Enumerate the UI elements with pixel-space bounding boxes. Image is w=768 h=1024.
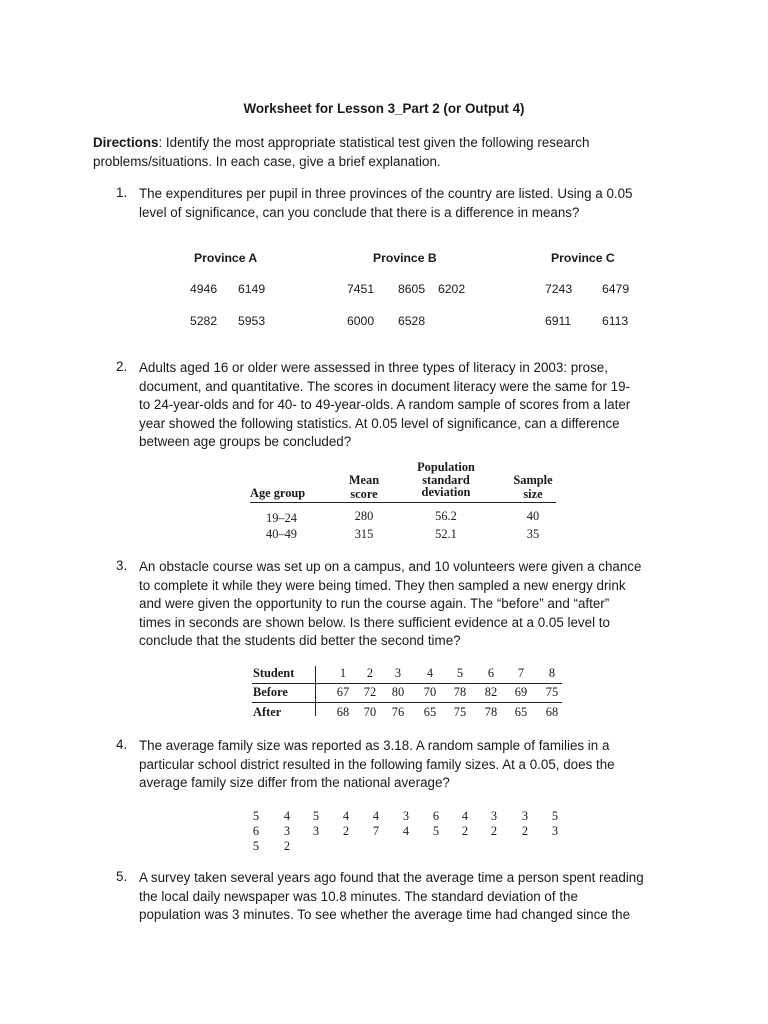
grid-cell: 3 (283, 824, 291, 838)
population-sd-header (406, 461, 486, 499)
table-cell: 7243 (545, 282, 573, 296)
grid-cell: 4 (372, 809, 380, 823)
table-cell: 70 (423, 685, 437, 699)
after-row-label: After (253, 705, 282, 719)
table-cell: 5953 (238, 314, 266, 328)
directions-text: : Identify the most appropriate statistical test given the following research problems/situations. In each case, give a brief explanation. (93, 135, 590, 169)
province-a-header: Province A (194, 251, 258, 265)
table-cell: 65 (423, 705, 437, 719)
question-1-text (139, 185, 679, 222)
grid-cell: 5 (252, 839, 260, 853)
question-2-text (139, 359, 679, 452)
table-divider (315, 666, 316, 716)
age-group-header: Age group (250, 486, 306, 500)
question-2-line: to 24-year-olds and for 40- to 49-year-olds. A random sample of scores from a later (139, 397, 631, 412)
page-title: Worksheet for Lesson 3_Part 2 (or Output 4) (243, 101, 525, 116)
directions (93, 134, 693, 171)
question-4-number: 4. (116, 737, 128, 752)
question-3-text (139, 558, 679, 651)
table-cell: 1 (339, 666, 347, 680)
table-cell: 69 (514, 685, 528, 699)
table-cell: 5 (456, 666, 464, 680)
table-cell: 40–49 (266, 527, 297, 541)
grid-cell: 5 (252, 809, 260, 823)
header-line: deviation (421, 485, 471, 499)
province-c-header: Province C (551, 251, 615, 265)
question-3-line: to complete it while they were being timed. They then sampled a new energy drink (139, 577, 626, 593)
table-cell: 6528 (398, 314, 426, 328)
table-rule (252, 702, 562, 703)
question-3-line: An obstacle course was set up on a campus, and 10 volunteers were given a chance (139, 559, 642, 574)
question-3-number: 3. (116, 558, 128, 573)
question-4-text (139, 737, 679, 793)
table-cell: 280 (354, 509, 374, 523)
before-row-label: Before (253, 685, 288, 699)
grid-cell: 3 (551, 824, 559, 838)
grid-cell: 6 (432, 809, 440, 823)
table-cell: 19–24 (266, 511, 297, 525)
question-1-line: The expenditures per pupil in three provinces of the country are listed. Using a 0.05 (139, 186, 633, 201)
question-2-line: year showed the following statistics. At 0.05 level of significance, can a difference (139, 415, 620, 431)
table-cell: 5282 (190, 314, 218, 328)
table-cell: 7 (517, 666, 525, 680)
table-cell: 6113 (602, 314, 629, 328)
province-b-header: Province B (373, 251, 437, 265)
question-3-line: times in seconds are shown below. Is there sufficient evidence at a 0.05 level to (139, 614, 610, 630)
table-cell: 7451 (347, 282, 375, 296)
question-5-line: A survey taken several years ago found that the average time a person spent reading (139, 870, 644, 885)
table-cell: 8605 (398, 282, 426, 296)
question-2-line: Adults aged 16 or older were assessed in three types of literacy in 2003: prose, (139, 360, 608, 375)
table-cell: 68 (336, 705, 350, 719)
grid-cell: 3 (402, 809, 410, 823)
grid-cell: 2 (342, 824, 350, 838)
header-line: standard (422, 472, 470, 487)
table-cell: 67 (336, 685, 350, 699)
table-cell: 4946 (190, 282, 218, 296)
question-4-line: particular school district resulted in the following family sizes. At a 0.05, does the (139, 756, 615, 772)
table-rule (252, 683, 562, 684)
grid-cell: 4 (461, 809, 469, 823)
header-line: size (523, 487, 543, 501)
table-cell: 3 (394, 666, 402, 680)
table-cell: 75 (545, 685, 559, 699)
mean-score-header (334, 473, 394, 501)
table-cell: 2 (366, 666, 374, 680)
grid-cell: 2 (490, 824, 498, 838)
table-cell: 4 (426, 666, 434, 680)
table-rule (250, 502, 556, 503)
question-2-line: between age groups be concluded? (139, 434, 352, 449)
grid-cell: 2 (521, 824, 529, 838)
table-cell: 52.1 (435, 527, 457, 541)
grid-cell: 5 (432, 824, 440, 838)
question-5-line: the local daily newspaper was 10.8 minutes. The standard deviation of the (139, 888, 578, 904)
question-5-text (139, 869, 679, 925)
table-cell: 68 (545, 705, 559, 719)
table-cell: 56.2 (435, 509, 457, 523)
table-cell: 78 (453, 685, 467, 699)
question-4-line: The average family size was reported as 3.18. A random sample of families in a (139, 738, 610, 753)
question-3-line: and were given the opportunity to run the course again. The “before” and “after” (139, 596, 610, 611)
table-cell: 6479 (602, 282, 630, 296)
grid-cell: 5 (551, 809, 559, 823)
header-line: Mean (348, 473, 380, 487)
sample-size-header (503, 473, 563, 501)
grid-cell: 4 (342, 809, 350, 823)
table-cell: 82 (484, 685, 498, 699)
question-1-number: 1. (116, 185, 128, 200)
table-cell: 70 (363, 705, 377, 719)
header-line: Sample (513, 473, 553, 487)
question-3-line: conclude that the students did better the second time? (139, 633, 461, 648)
table-cell: 76 (391, 705, 405, 719)
table-cell: 65 (514, 705, 528, 719)
grid-cell: 7 (372, 824, 380, 838)
question-1-line: level of significance, can you conclude that there is a difference in means? (139, 204, 580, 220)
student-row-label: Student (253, 666, 295, 680)
table-cell: 8 (548, 666, 556, 680)
header-line: score (350, 487, 378, 501)
grid-cell: 2 (283, 839, 291, 853)
directions-label: Directions (93, 135, 159, 150)
table-cell: 80 (391, 685, 405, 699)
question-4-line: average family size differ from the national average? (139, 775, 450, 790)
grid-cell: 3 (490, 809, 498, 823)
grid-cell: 6 (252, 824, 260, 838)
question-5-number: 5. (116, 869, 128, 884)
table-cell: 40 (526, 509, 540, 523)
table-cell: 75 (453, 705, 467, 719)
table-cell: 35 (526, 527, 540, 541)
header-line: Population (417, 460, 475, 474)
grid-cell: 4 (402, 824, 410, 838)
table-cell: 6 (487, 666, 495, 680)
table-cell: 6149 (238, 282, 266, 296)
grid-cell: 3 (312, 824, 320, 838)
grid-cell: 2 (461, 824, 469, 838)
question-5-line: population was 3 minutes. To see whether the average time had changed since the (139, 907, 631, 922)
table-cell: 6000 (347, 314, 375, 328)
question-2-line: document, and quantitative. The scores in document literacy were the same for 19- (139, 378, 631, 394)
grid-cell: 5 (312, 809, 320, 823)
table-cell: 315 (354, 527, 374, 541)
table-cell: 6202 (438, 282, 466, 296)
table-cell: 78 (484, 705, 498, 719)
question-2-number: 2. (116, 359, 128, 374)
grid-cell: 3 (521, 809, 529, 823)
table-cell: 72 (363, 685, 377, 699)
table-cell: 6911 (545, 314, 572, 328)
grid-cell: 4 (283, 809, 291, 823)
